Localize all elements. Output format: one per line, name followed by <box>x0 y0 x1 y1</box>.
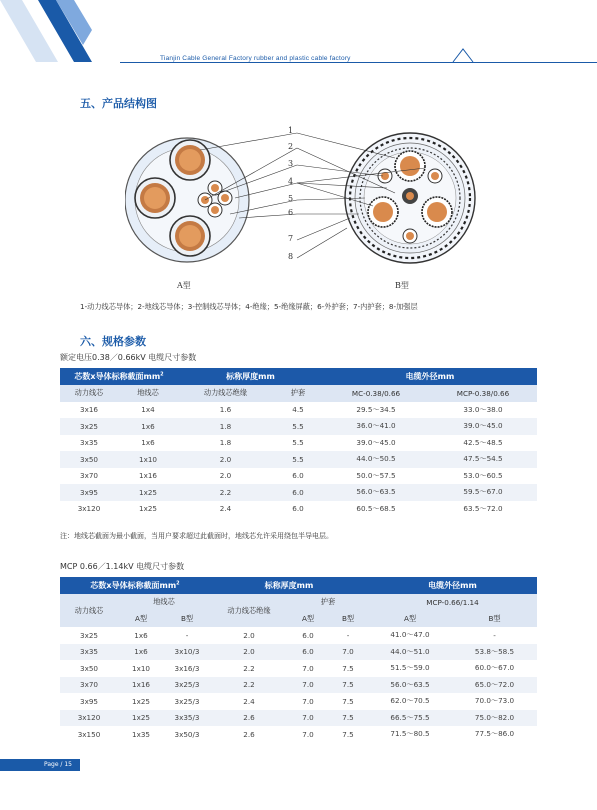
table-cell: 1x16 <box>118 677 164 694</box>
table-cell: 3x120 <box>77 504 101 514</box>
table-cell: 3x16/3 <box>174 663 200 673</box>
table-row <box>60 402 537 419</box>
cable-a-diagram <box>125 138 249 262</box>
table-cell: - <box>493 630 496 640</box>
table-cell: 5.5 <box>273 418 323 435</box>
table2-sub-sheath-b: B型 <box>328 611 368 628</box>
table-cell: 2.2 <box>178 484 273 501</box>
table2-sub-outer-a: A型 <box>368 611 452 628</box>
table2-head-core: 芯数x导体标称截面$mm^2$ <box>60 577 210 594</box>
table-cell: 3x50 <box>60 451 118 468</box>
table-cell: 2.2 <box>210 677 288 694</box>
table-cell: 1.8 <box>219 438 232 448</box>
table-cell: 3x25 <box>80 630 98 640</box>
table-cell: 4.5 <box>292 405 304 415</box>
table1-note: 注：地线芯截面为最小截面，当用户要求超过此截面时，地线芯允许采用绕包半导电层。 <box>60 532 333 540</box>
table-cell: 1x35 <box>132 729 150 739</box>
corner-decoration <box>0 0 100 70</box>
table1-sub-mc: MC-0.38/0.66 <box>323 385 429 402</box>
table-cell: 3x25 <box>60 418 118 435</box>
table-row <box>60 484 537 501</box>
table2-sub-outer-b: B型 <box>452 611 537 628</box>
table2-sub-ground: 地线芯 <box>118 594 210 611</box>
table-cell: 1x6 <box>118 418 178 435</box>
callout-8: 8 <box>288 252 294 261</box>
table-cell: 6.0 <box>288 644 328 661</box>
table1-sub-mcp: MCP-0.38/0.66 <box>429 385 537 402</box>
table1-head-outer-diameter: 电缆外径mm <box>323 368 537 385</box>
table2-sub-sheath: 护套 <box>288 594 368 611</box>
table2-sub-ground-a: A型 <box>118 611 164 628</box>
callout-1: 1 <box>288 126 294 135</box>
table1-sub-ground: 地线芯 <box>118 385 178 402</box>
table-cell: 7.5 <box>342 729 354 739</box>
table2-sub-ground-b: B型 <box>164 611 210 628</box>
table-cell: 7.0 <box>328 644 368 661</box>
table-cell: 3x120 <box>60 710 118 727</box>
table-cell: 2.6 <box>210 710 288 727</box>
cable-cross-sections <box>125 118 485 303</box>
table-row <box>60 627 537 644</box>
table1-sub-insulation: 动力线芯绝缘 <box>178 385 273 402</box>
table-cell: 2.0 <box>178 451 273 468</box>
table-row <box>60 468 537 485</box>
table2-sub-sheath-a: A型 <box>288 611 328 628</box>
table2-subheader-row-2 <box>60 611 537 628</box>
table-cell: 75.0～82.0 <box>452 710 537 727</box>
table-cell: 3x150 <box>77 729 101 739</box>
table-cell: 6.0 <box>292 504 304 514</box>
table-cell: 42.5～48.5 <box>463 437 503 447</box>
table-cell: 62.0～70.5 <box>390 696 430 706</box>
table-cell: 7.0 <box>288 677 328 694</box>
table-row <box>60 726 537 743</box>
table-cell: 3x16 <box>80 405 98 415</box>
section5-title: 五、产品结构图 <box>80 97 157 110</box>
table-cell: 2.0 <box>219 471 232 481</box>
table2-sub-model: MCP-0.66/1.14 <box>368 594 537 611</box>
table-cell: 1x4 <box>141 405 155 415</box>
header-company-name: Tianjin Cable General Factory rubber and plastic cable factory <box>160 55 351 62</box>
table-cell: 2.4 <box>243 696 255 706</box>
table-cell: 65.0～72.0 <box>452 677 537 694</box>
table-row <box>60 710 537 727</box>
table-cell: 41.0～47.0 <box>390 630 430 640</box>
table-cell: 1x16 <box>139 471 157 481</box>
page-number: Page / 15 <box>44 761 72 768</box>
header-rule <box>120 62 597 63</box>
table-cell: 56.0～63.5 <box>368 677 452 694</box>
table2-sub-power: 动力线芯 <box>60 594 118 627</box>
table2-head-outer-diameter: 电缆外径mm <box>368 577 537 594</box>
table-cell: - <box>346 630 350 640</box>
table-cell: 2.2 <box>243 663 255 673</box>
section6-title: 六、规格参数 <box>80 335 146 348</box>
table2-sub-insulation: 动力线芯绝缘 <box>210 594 288 627</box>
table-cell: 7.5 <box>328 710 368 727</box>
callout-4: 4 <box>288 177 294 186</box>
table-cell: 60.5～68.5 <box>356 503 396 513</box>
callout-7: 7 <box>288 234 294 243</box>
table-row <box>60 677 537 694</box>
table-cell: 56.0～63.5 <box>323 484 429 501</box>
table-row <box>60 644 537 661</box>
table2-head-thickness: 标称厚度mm <box>210 577 368 594</box>
table-cell: 3x50 <box>80 663 98 673</box>
callout-3: 3 <box>288 159 294 168</box>
table-cell: 3x35 <box>80 438 98 448</box>
table-cell: 53.8～58.5 <box>452 644 537 661</box>
table-cell: 1x10 <box>132 663 150 673</box>
table-cell: 1x6 <box>141 438 155 448</box>
table1-title: 额定电压0.38／0.66kV 电缆尺寸参数 <box>60 353 197 362</box>
table-cell: 1x25 <box>139 504 157 514</box>
table-cell: 1x10 <box>118 451 178 468</box>
table-cell: 39.0～45.0 <box>429 418 537 435</box>
table-cell: 53.0～60.5 <box>463 470 503 480</box>
header-triangle <box>452 47 474 63</box>
table-cell: - <box>185 630 189 640</box>
table-cell: 7.5 <box>342 696 354 706</box>
table-cell: 2.6 <box>243 729 255 739</box>
table-cell: 6.0 <box>273 484 323 501</box>
table-row <box>60 418 537 435</box>
table-cell: 1x25 <box>132 696 150 706</box>
table-cell: 3x25/3 <box>164 677 210 694</box>
table-cell: 7.0 <box>302 663 314 673</box>
table-cell: 5.5 <box>292 438 304 448</box>
table-cell: 3x95 <box>80 696 98 706</box>
table1-sub-sheath: 护套 <box>273 385 323 402</box>
table-cell: 3x50/3 <box>174 729 200 739</box>
table-cell: 6.0 <box>302 630 314 640</box>
table-cell: 7.0 <box>302 729 314 739</box>
table-cell: 3x70 <box>80 471 98 481</box>
cable-structure-figure <box>125 118 485 303</box>
table-cell: 1x6 <box>118 644 164 661</box>
table-cell: 5.5 <box>273 451 323 468</box>
table-cell: 1.6 <box>219 405 232 415</box>
table-cell: 63.5～72.0 <box>463 503 503 513</box>
table-cell: 3x25/3 <box>174 696 200 706</box>
table-cell: 50.0～57.5 <box>356 470 396 480</box>
table-cell: 44.0～51.0 <box>368 644 452 661</box>
table-row <box>60 693 537 710</box>
table-cell: 2.0 <box>210 644 288 661</box>
table2-specs <box>60 577 537 743</box>
table-cell: 47.5～54.5 <box>429 451 537 468</box>
table-row <box>60 435 537 452</box>
table-cell: 70.0～73.0 <box>474 696 515 706</box>
table1-specs <box>60 368 537 517</box>
type-a-label: A型 <box>177 281 191 290</box>
table-cell: 3x35 <box>60 644 118 661</box>
table2-body <box>60 627 537 743</box>
table1-subheader-row <box>60 385 537 402</box>
table-cell: 7.5 <box>328 677 368 694</box>
table-row <box>60 451 537 468</box>
table-row <box>60 660 537 677</box>
table1-header-row <box>60 368 537 385</box>
structure-caption: 1-动力线芯导体；2-地线芯导体；3-控制线芯导体；4-绝缘；5-绝缘屏蔽；6-外护套；7-内护套；8-加强层 <box>80 302 418 311</box>
callout-2: 2 <box>288 142 294 151</box>
table-cell: 2.4 <box>219 504 232 514</box>
table2-title: MCP 0.66／1.14kV 电缆尺寸参数 <box>60 562 185 571</box>
table-cell: 3x70 <box>60 677 118 694</box>
table-cell: 1x25 <box>118 710 164 727</box>
table1-sub-power: 动力线芯 <box>60 385 118 402</box>
table-cell: 7.5 <box>342 663 354 673</box>
table-cell: 1x25 <box>118 484 178 501</box>
table-cell: 6.0 <box>292 471 304 481</box>
table-cell: 59.5～67.0 <box>429 484 537 501</box>
table1-head-core: 芯数x导体标称截面$mm^2$ <box>60 368 178 385</box>
table2-subheader-row-1 <box>60 594 537 611</box>
table-cell: 7.0 <box>288 710 328 727</box>
table-cell: 77.5～86.0 <box>474 729 515 739</box>
table-cell: 39.0～45.0 <box>356 437 396 447</box>
table-cell: 7.0 <box>302 696 314 706</box>
callout-6: 6 <box>288 208 294 217</box>
table-cell: 3x10/3 <box>164 644 210 661</box>
table-row <box>60 501 537 518</box>
type-b-label: B型 <box>395 281 409 290</box>
callout-5: 5 <box>288 194 294 203</box>
table2-header-row <box>60 577 537 594</box>
table-cell: 44.0～50.5 <box>323 451 429 468</box>
table-cell: 51.5～59.0 <box>390 663 430 673</box>
table-cell: 66.5～75.5 <box>368 710 452 727</box>
table-cell: 33.0～38.0 <box>463 404 503 414</box>
table1-body <box>60 402 537 518</box>
table-cell: 1.8 <box>178 418 273 435</box>
table-cell: 2.0 <box>243 630 255 640</box>
table-cell: 3x95 <box>60 484 118 501</box>
table-cell: 71.5～80.5 <box>390 729 430 739</box>
table-cell: 60.0～67.0 <box>474 663 515 673</box>
table1-head-thickness: 标称厚度mm <box>178 368 323 385</box>
table-cell: 36.0～41.0 <box>323 418 429 435</box>
table-cell: 29.5～34.5 <box>356 404 396 414</box>
table-cell: 3x35/3 <box>164 710 210 727</box>
table-cell: 1x6 <box>134 630 148 640</box>
